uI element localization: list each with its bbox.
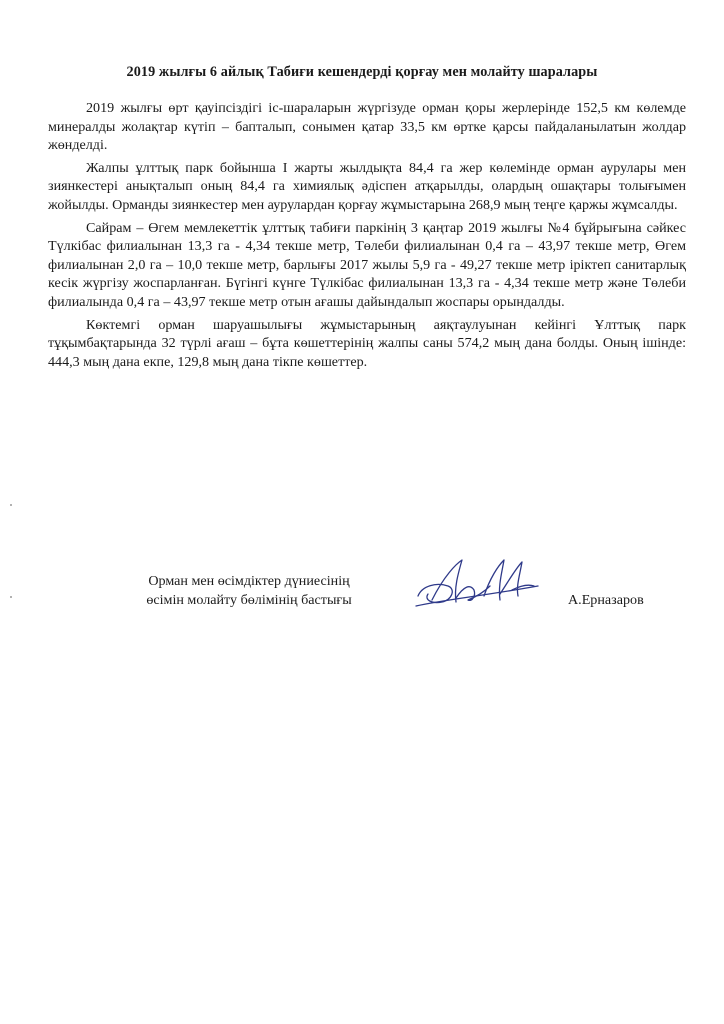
paragraph-fire-safety: 2019 жылғы өрт қауіпсіздігі іс-шараларын жүргізуде орман қоры жерлерінде 152,5 км көлемде минералды жолақтар күтіп – баптaлып, сонымен қатар 33,5 км өртке қарсы пайдаланылатын жолдар жөнделді. — [48, 100, 686, 154]
signatory-position-line2: өсімін молайту бөлімінің бастығы — [146, 592, 352, 608]
document-body — [48, 99, 686, 375]
signatory-position-line1: Орман мен өсімдіктер дүниесінің — [148, 573, 350, 589]
signatory-position — [104, 572, 394, 610]
scan-speck — [10, 504, 12, 506]
paragraph-nursery-seedlings: Көктемгі орман шаруашылығы жұмыстарының аяқтаулуынан кейінгі Ұлттық парк тұқымбақтарында 32 түрлі ағаш – бұта көшеттерінің жалпы саны 574,2 мың дана болды. Оның ішінде: 444,3 мың дана екпе, 129,8 мың дана тікпе көшеттер. — [48, 316, 686, 370]
scan-speck — [10, 596, 12, 598]
handwritten-signature — [412, 556, 542, 618]
signatory-name: А.Ерназаров — [568, 592, 644, 608]
paragraph-forest-pests: Жалпы ұлттық парк бойынша I жарты жылдықта 84,4 га жер көлемінде орман аурулары мен зиянкестері анықталып оның 84,4 га химиялық әдіспен атқарылды, олардың ошақтары толығымен жойылды. Орманды зиянкестер мен аурулардан қорғау жұмыстарына 268,9 мың теңге қаржы жұмсалды. — [48, 159, 686, 213]
document-title: 2019 жылғы 6 айлық Табиғи кешендерді қорғау мен молайту шаралары — [126, 64, 598, 80]
paragraph-sanitary-cutting: Сайрам – Өгем мемлекеттік ұлттық табиғи паркінің 3 қаңтар 2019 жылғы №4 бұйрығына сәйкес Түлкібас филиалынан 13,3 га - 4,34 текше метр, Төлеби филиалынан 0,4 га – 43,97 текше метр, Өгем филиалынан 2,0 га – 10,0 текше метр, барлығы 2017 жылы 5,9 га - 49,27 текше метр іріктеп санитарлық кесік жүргізу жоспарланған. Бүгінгі күнге Түлкібас филиалынан 13,3 га - 4,34 текше метр және Төлеби филиалында 0,4 га – 43,97 текше метр отын ағашы дайындалып жоспары орындалды. — [48, 219, 686, 310]
